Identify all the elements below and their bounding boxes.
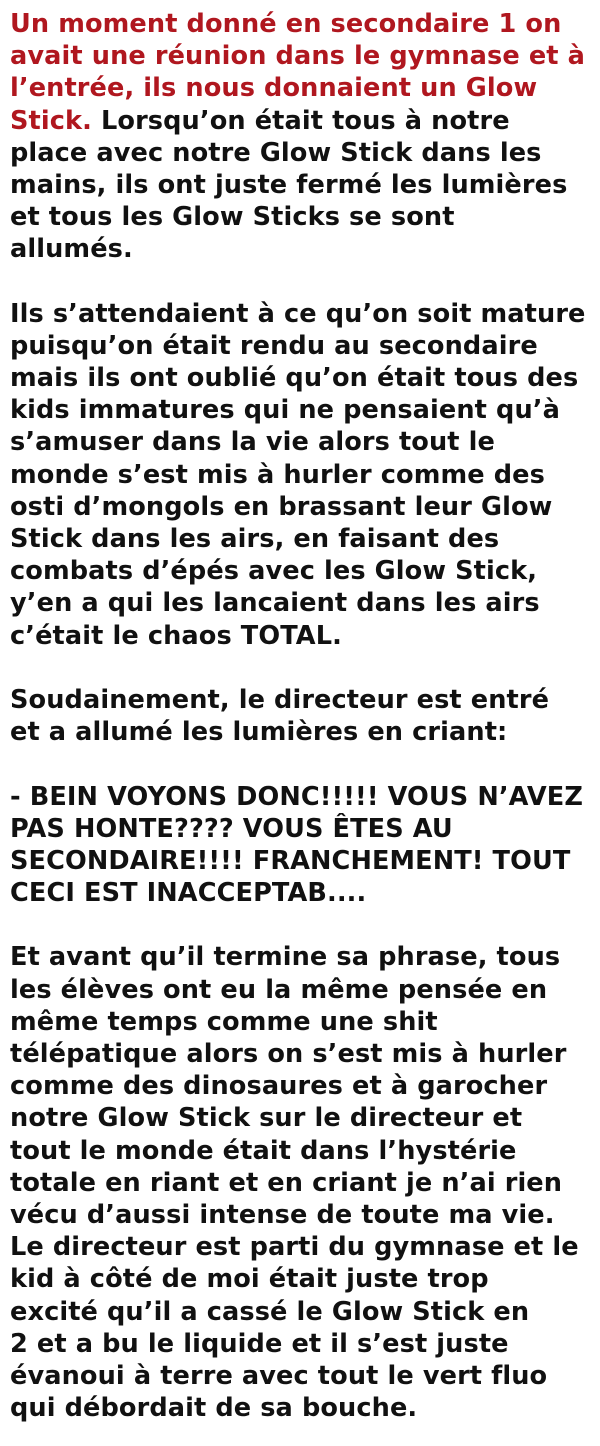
- intro-paragraph: [10, 8, 594, 266]
- paragraph-5: [10, 941, 594, 1424]
- paragraph-line: vécu d’aussi intense de toute ma vie.: [10, 1199, 555, 1230]
- paragraph-line: qui débordait de sa bouche.: [10, 1393, 418, 1424]
- intro-red-line: l’entrée, ils nous donnaient un Glow: [10, 73, 538, 104]
- paragraph-line: y’en a qui les lancaient dans les airs: [10, 588, 540, 619]
- paragraph-line: puisqu’on était rendu au secondaire: [10, 330, 538, 361]
- paragraph-line: Le directeur est parti du gymnase et le: [10, 1232, 579, 1263]
- paragraph-3: [10, 684, 594, 748]
- paragraph-line: kids immatures qui ne pensaient qu’à: [10, 395, 560, 426]
- paragraph-line: CECI EST INACCEPTAB....: [10, 878, 367, 909]
- paragraph-line: PAS HONTE???? VOUS ÊTES AU: [10, 813, 453, 844]
- intro-line: mains, ils ont juste fermé les lumières: [10, 169, 568, 200]
- paragraph-line: Stick dans les airs, en faisant des: [10, 524, 500, 554]
- paragraph-line: - BEIN VOYONS DONC!!!!! VOUS N’AVEZ: [10, 781, 583, 812]
- paragraph-line: SECONDAIRE!!!! FRANCHEMENT! TOUT: [10, 845, 571, 876]
- paragraph-line: les élèves ont eu la même pensée en: [10, 974, 548, 1005]
- paragraph-line: Soudainement, le directeur est entré: [10, 684, 550, 715]
- paragraph-line: télépatique alors on s’est mis à hurler: [10, 1039, 567, 1069]
- paragraph-line: notre Glow Stick sur le directeur et: [10, 1103, 523, 1134]
- story-text: [10, 8, 594, 1424]
- paragraph-line: kid à côté de moi était juste trop: [10, 1264, 489, 1295]
- paragraph-line: osti d’mongols en brassant leur Glow: [10, 491, 553, 522]
- intro-mixed-line: [10, 105, 594, 137]
- intro-line: et tous les Glow Sticks se sont: [10, 202, 455, 233]
- paragraph-line: et a allumé les lumières en criant:: [10, 717, 508, 748]
- paragraph-4-shout: [10, 781, 594, 910]
- intro-red-line: avait une réunion dans le gymnase et à: [10, 41, 585, 72]
- paragraph-line: tout le monde était dans l’hystérie: [10, 1135, 517, 1166]
- paragraph-line: Et avant qu’il termine sa phrase, tous: [10, 942, 561, 973]
- intro-red-line: Un moment donné en secondaire 1 on: [10, 9, 562, 39]
- paragraph-gap: [10, 652, 594, 684]
- paragraph-line: c’était le chaos TOTAL.: [10, 620, 342, 651]
- paragraph-line: monde s’est mis à hurler comme des: [10, 459, 545, 490]
- paragraph-line: évanoui à terre avec tout le vert fluo: [10, 1360, 548, 1391]
- paragraph-line: mais ils ont oublié qu’on était tous des: [10, 363, 579, 394]
- paragraph-line: même temps comme une shit: [10, 1006, 438, 1037]
- paragraph-2: [10, 298, 594, 652]
- paragraph-line: s’amuser dans la vie alors tout le: [10, 427, 495, 458]
- paragraph-line: Ils s’attendaient à ce qu’on soit mature: [10, 298, 586, 329]
- paragraph-line: totale en riant et en criant je n’ai rien: [10, 1167, 563, 1198]
- intro-line: allumés.: [10, 234, 133, 265]
- paragraph-gap: [10, 748, 594, 780]
- paragraph-line: 2 et a bu le liquide et il s’est juste: [10, 1328, 509, 1359]
- intro-red-fragment: Stick.: [10, 105, 92, 136]
- intro-line: place avec notre Glow Stick dans les: [10, 137, 542, 168]
- paragraph-gap: [10, 909, 594, 941]
- intro-black-fragment: Lorsqu’on était tous à notre: [91, 105, 510, 136]
- paragraph-gap: [10, 266, 594, 298]
- paragraph-line: comme des dinosaures et à garocher: [10, 1071, 548, 1102]
- paragraph-line: combats d’épés avec les Glow Stick,: [10, 556, 538, 587]
- paragraph-line: excité qu’il a cassé le Glow Stick en: [10, 1296, 530, 1327]
